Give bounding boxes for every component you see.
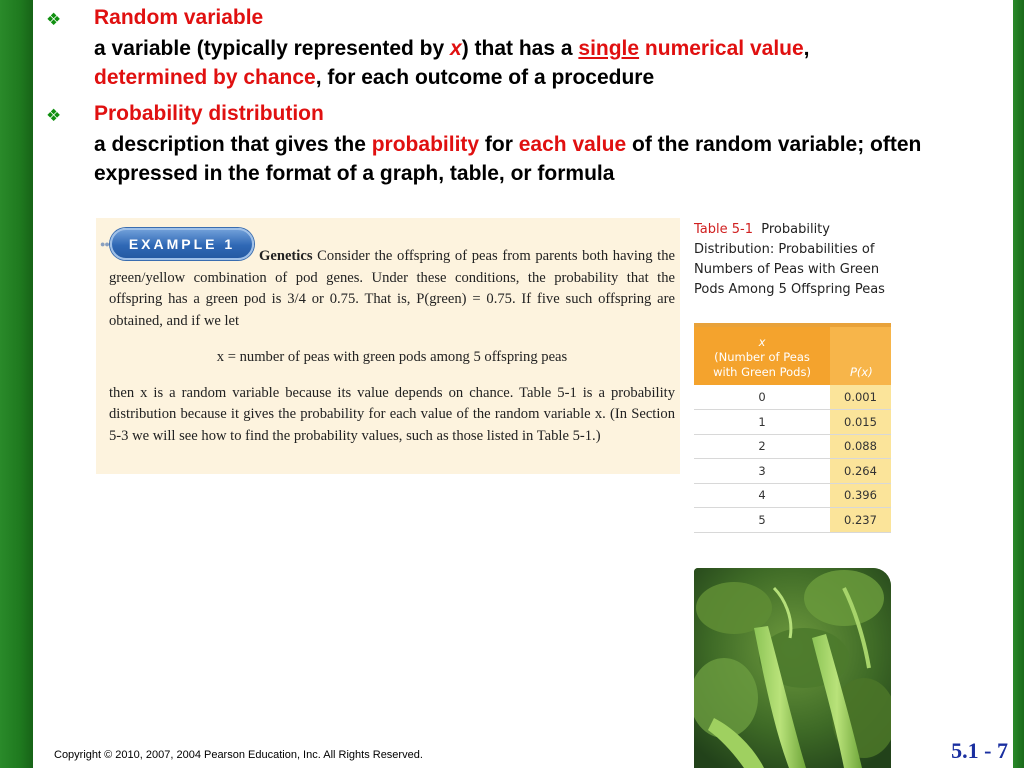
- term-random-variable: Random variable: [94, 6, 264, 29]
- table-row: 3 0.264: [694, 459, 891, 484]
- copyright-text: Copyright © 2010, 2007, 2004 Pearson Education, Inc. All Rights Reserved.: [54, 749, 423, 761]
- pea-pods-illustration: [694, 568, 891, 768]
- table-row: 0 0.001: [694, 385, 891, 410]
- left-decor-bar: [0, 0, 33, 768]
- column-header-px: P(x): [830, 327, 891, 385]
- table-row: 4 0.396: [694, 483, 891, 508]
- example-body: then x is a random variable because its value depends on chance. Table 5-1 is a probability distribution because it gives the probability for each value of the random variable x. (In Section 5-3 we will see how to find the probability values, such as those listed in Table 5-1.): [109, 384, 675, 444]
- definition-random-variable: a variable (typically represented by x) that has a single numerical value, determined by chance, for each outcome of a procedure: [94, 37, 810, 89]
- definition-probability-distribution: a description that gives the probability for each value of the random variable; often expressed in the format of a graph, table, or formula: [94, 133, 922, 185]
- diamond-bullet-icon: ❖: [46, 106, 62, 126]
- probability-table: [694, 323, 891, 533]
- term-probability-distribution: Probability distribution: [94, 102, 324, 125]
- example-text: [109, 246, 675, 447]
- example-box: [96, 218, 680, 474]
- table-row: 1 0.015: [694, 410, 891, 435]
- dots-decor-icon: ●●: [100, 239, 109, 249]
- table-label: Table 5-1: [694, 222, 753, 237]
- pea-pods-photo: [694, 568, 891, 768]
- column-header-x: x (Number of Peas with Green Pods): [694, 327, 830, 385]
- example-badge: EXAMPLE 1: [110, 228, 254, 260]
- table-row: 2 0.088: [694, 434, 891, 459]
- slide-number: 5.1 - 7: [951, 738, 1008, 763]
- diamond-bullet-icon: ❖: [46, 10, 62, 30]
- example-equation: x = number of peas with green pods among 5 offspring peas: [216, 349, 568, 365]
- example-lead: Genetics Consider the offspring of peas from parents both having the green/yellow combination of pod genes. Under these conditions, the probability that the offspring has a green pod is 3/4 or 0.75. That is, P(green) = 0.75. If five such offspring are obtained, and if we let: [109, 248, 675, 329]
- table-caption: Table 5-1 Probability Distribution: Probabilities of Numbers of Peas with Green Pods Among 5 Offspring Peas: [694, 222, 885, 297]
- right-decor-bar: [1013, 0, 1024, 768]
- table-row: 5 0.237: [694, 508, 891, 533]
